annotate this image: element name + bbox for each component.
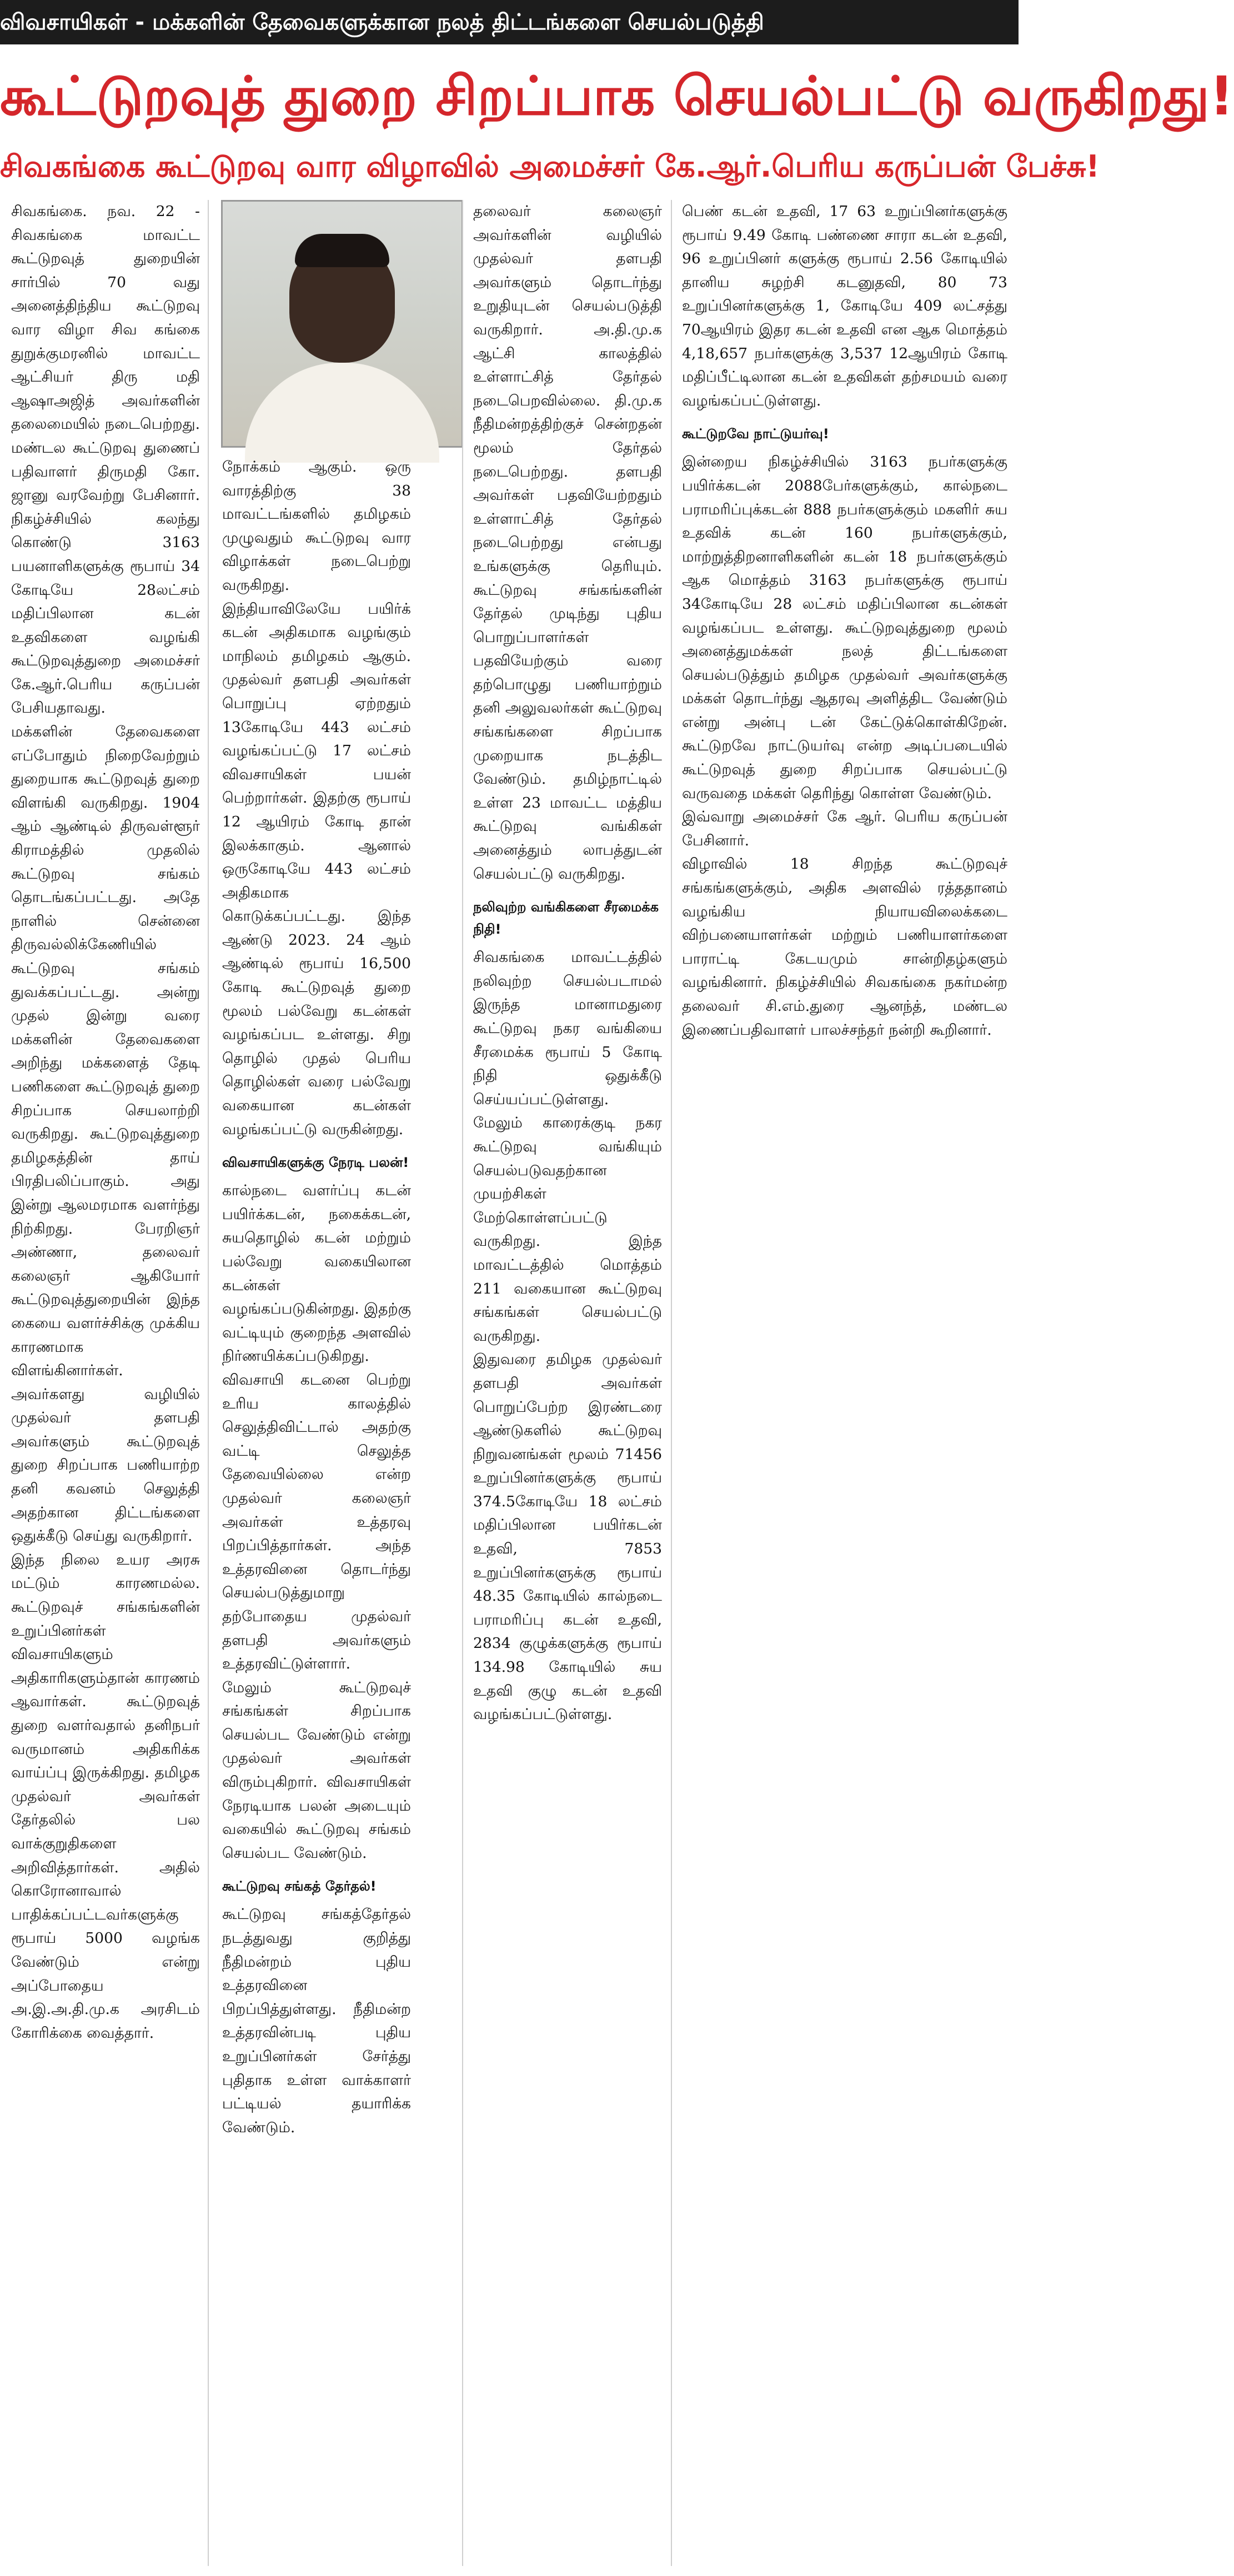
paragraph: கால்நடை வளர்ப்பு கடன் பயிர்க்கடன், நகைக்கடன், சுயதொழில் கடன் மற்றும் பல்வேறு வகையிலான கடன்கள் வழங்கப்படுகின்றது. இதற்கு வட்டியும் குறைந்த அளவில் நிர்ணயிக்கப்படுகிறது. விவசாயி கடனை பெற்று உரிய காலத்தில் செலுத்திவிட்டால் அதற்கு வட்டி செலுத்த தேவையில்லை என்ற முதல்வர் கலைஞர் அவர்கள் உத்தரவு பிறப்பித்தார்கள். அந்த உத்தரவினை தொடர்ந்து செயல்படுத்துமாறு தற்போதைய முதல்வர் தளபதி அவர்களும் உத்தரவிட்டுள்ளார்.: [222, 1182, 411, 1673]
paragraph: இவ்வாறு அமைச்சர் கே ஆர். பெரிய கருப்பன் பேசினார்.: [682, 808, 1007, 849]
paragraph: மேலும் கூட்டுறவுச் சங்கங்கள் சிறப்பாக செயல்பட வேண்டும் என்று முதல்வர் அவர்கள் விரும்புகிறார். விவசாயிகள் நேரடியாக பலன் அடையும் வகையில் கூட்டுறவு சங்கம் செயல்பட வேண்டும்.: [222, 1678, 411, 1862]
paragraph: சிவகங்கை மாவட்டத்தில் நலிவுற்ற செயல்படாமல் இருந்த மானாமதுரை கூட்டுறவு நகர வங்கியை சீரமைக்க ரூபாய் 5 கோடி நிதி ஒதுக்கீடு செய்யப்பட்டுள்ளது. மேலும் காரைக்குடி நகர கூட்டுறவு வங்கியும் செயல்படுவதற்கான முயற்சிகள் மேற்கொள்ளப்பட்டு வருகிறது. இந்த மாவட்டத்தில் மொத்தம் 211 வகையான கூட்டுறவு சங்கங்கள் செயல்பட்டு வருகிறது.: [473, 949, 662, 1345]
column-divider: [671, 200, 672, 2566]
paragraph: இதுவரை தமிழக முதல்வர் தளபதி அவர்கள் பொறுப்பேற்ற இரண்டரை ஆண்டுகளில் கூட்டுறவு நிறுவனங்கள் மூலம் 71456 உறுப்பினர்களுக்கு ரூபாய் 374.5கோடியே 18 லட்சம் மதிப்பிலான பயிர்கடன் உதவி, 7853 உறுப்பினர்களுக்கு ரூபாய் 48.35 கோடியில் கால்நடை பராமரிப்பு கடன் உதவி, 2834 குழுக்களுக்கு ரூபாய் 134.98 கோடியில் சுய உதவி குழு கடன் உதவி வழங்கப்பட்டுள்ளது.: [473, 1351, 662, 1723]
paragraph: பெண் கடன் உதவி, 17 63 உறுப்பினர்களுக்கு ரூபாய் 9.49 கோடி பண்ணை சாரா கடன் உதவி, 96 உறுப்பினர் களுக்கு ரூபாய் 2.56 கோடியில் தானிய சுழற்சி கடனுதவி, 80 73 உறுப்பினர்களுக்கு 1, கோடியே 409 லட்சத்து 70ஆயிரம் இதர கடன் உதவி என ஆக மொத்தம் 4,18,657 நபர்களுக்கு 3,537 12ஆயிரம் கோடி மதிப்பீட்டிலான கடன் உதவிகள் தற்சமயம் வரை வழங்கப்பட்டுள்ளது.: [682, 203, 1007, 409]
paragraph: தலைவர் கலைஞர் அவர்களின் வழியில் முதல்வர் தளபதி அவர்களும் தொடர்ந்து உறுதியுடன் செயல்படுத்தி வருகிறார். அ.தி.மு.க ஆட்சி காலத்தில் உள்ளாட்சித் தேர்தல் நடைபெறவில்லை. தி.மு.க நீதிமன்றத்திற்குச் சென்றதன் மூலம் தேர்தல் நடைபெற்றது. தளபதி அவர்கள் பதவியேற்றதும் உள்ளாட்சித் தேர்தல் நடைபெற்றது என்பது உங்களுக்கு தெரியும். கூட்டுறவு சங்கங்களின் தேர்தல் முடிந்து புதிய பொறுப்பாளர்கள் பதவியேற்கும் வரை தற்பொழுது பணியாற்றும் தனி அலுவலர்கள் கூட்டுறவு சங்கங்களை சிறப்பாக முறையாக நடத்திட வேண்டும். தமிழ்நாட்டில் உள்ள 23 மாவட்ட மத்திய கூட்டுறவு வங்கிகள் அனைத்தும் லாபத்துடன் செயல்பட்டு வருகிறது.: [473, 203, 662, 883]
article-column-1: [11, 200, 200, 2566]
column-divider: [462, 200, 463, 2566]
photo-shirt: [245, 363, 439, 463]
paragraph: இன்றைய நிகழ்ச்சியில் 3163 நபர்களுக்கு பயிர்க்கடன் 2088பேர்களுக்கும், கால்நடை பராமரிப்புக்கடன் 888 நபர்களுக்கும் மகளிர் சுய உதவிக் கடன் 160 நபர்களுக்கும், மாற்றுத்திறனாளிகளின் கடன் 18 நபர்களுக்கும் ஆக மொத்தம் 3163 நபர்களுக்கு ரூபாய் 34கோடியே 28 லட்சம் மதிப்பிலான கடன்கள் வழங்கப்பட உள்ளது. கூட்டுறவுத்துறை மூலம் அனைத்துமக்கள் நலத் திட்டங்களை செயல்படுத்தும் தமிழக முதல்வர் அவர்களுக்கு மக்கள் தொடர்ந்து ஆதரவு அளித்திட வேண்டும் என்று அன்பு டன் கேட்டுக்கொள்கிறேன். கூட்டுறவே நாட்டுயர்வு என்ற அடிப்படையில் கூட்டுறவுத் துறை சிறப்பாக செயல்பட்டு வருவதை மக்கள் தெரிந்து கொள்ள வேண்டும்.: [682, 453, 1007, 802]
section-heading: நலிவுற்ற வங்கிகளை சீரமைக்க நிதி!: [473, 899, 659, 938]
banner-text: விவசாயிகள் - மக்களின் தேவைகளுக்கான நலத் திட்டங்களை செயல்படுத்தி: [0, 9, 764, 35]
column-divider: [208, 200, 209, 2566]
subheadline: சிவகங்கை கூட்டுறவு வார விழாவில் அமைச்சர் கே.ஆர்.பெரிய கருப்பன் பேச்சு!: [0, 149, 1100, 184]
headline: கூட்டுறவுத் துறை சிறப்பாக செயல்பட்டு வருகிறது!: [0, 65, 1234, 127]
paragraph: மக்களின் தேவைகளை எப்போதும் நிறைவேற்றும் துறையாக கூட்டுறவுத் துறை விளங்கி வருகிறது. 1904 ஆம் ஆண்டில் திருவள்ளூர் கிராமத்தில் முதலில் கூட்டுறவு சங்கம் தொடங்கப்பட்டது. அதே நாளில் சென்னை திருவல்லிக்கேணியில் கூட்டுறவு சங்கம் துவக்கப்பட்டது. அன்று முதல் இன்று வரை மக்களின் தேவைகளை அறிந்து மக்களைத் தேடி பணிகளை கூட்டுறவுத் துறை சிறப்பாக செயலாற்றி வருகிறது. கூட்டுறவுத்துறை தமிழகத்தின் தாய் பிரதிபலிப்பாகும். அது இன்று ஆலமரமாக வளர்ந்து நிற்கிறது. பேரறிஞர் அண்ணா, தலைவர் கலைஞர் ஆகியோர் கூட்டுறவுத்துறையின் இந்த கையை வளர்ச்சிக்கு முக்கிய காரணமாக விளங்கினார்கள். அவர்களது வழியில் முதல்வர் தளபதி அவர்களும் கூட்டுறவுத் துறை சிறப்பாக பணியாற்ற தனி கவனம் செலுத்தி அதற்கான திட்டங்களை ஒதுக்கீடு செய்து வருகிறார்.: [11, 723, 200, 1545]
paragraph: சிவகங்கை. நவ. 22 - சிவகங்கை மாவட்ட கூட்டுறவுத் துறையின் சார்பில் 70 வது அனைத்திந்திய கூட்டுறவு வார விழா சிவ கங்கை துறுக்குமரனில் மாவட்ட ஆட்சியர் திரு மதி ஆஷாஅஜித் அவர்களின் தலைமையில் நடைபெற்றது. மண்டல கூட்டுறவு துணைப் பதிவாளர் திருமதி கோ. ஜானு வரவேற்று பேசினார். நிகழ்ச்சியில் கலந்து கொண்டு 3163 பயனாளிகளுக்கு ரூபாய் 34 கோடியே 28லட்சம் மதிப்பிலான கடன் உதவிகளை வழங்கி கூட்டுறவுத்துறை அமைச்சர் கே.ஆர்.பெரிய கருப்பன் பேசியதாவது.: [11, 203, 200, 717]
article-column-4: [682, 200, 1007, 2566]
paragraph: நோக்கம் ஆகும். ஒரு வாரத்திற்கு 38 மாவட்டங்களில் தமிழகம் முழுவதும் கூட்டுறவு வார விழாக்கள் நடைபெற்று வருகிறது. இந்தியாவிலேயே பயிர்க் கடன் அதிகமாக வழங்கும் மாநிலம் தமிழகம் ஆகும். முதல்வர் தளபதி அவர்கள் பொறுப்பு ஏற்றதும் 13கோடியே 443 லட்சம் வழங்கப்பட்டு 17 லட்சம் விவசாயிகள் பயன் பெற்றார்கள். இதற்கு ரூபாய் 12 ஆயிரம் கோடி தான் இலக்காகும். ஆனால் ஒருகோடியே 443 லட்சம் அதிகமாக கொடுக்கப்பட்டது. இந்த ஆண்டு 2023. 24 ஆம் ஆண்டில் ரூபாய் 16,500 கோடி கூட்டுறவுத் துறை மூலம் பல்வேறு கடன்கள் வழங்கப்பட உள்ளது. சிறு தொழில் முதல் பெரிய தொழில்கள் வரை பல்வேறு வகையான கடன்கள் வழங்கப்பட்டு வருகின்றது.: [222, 458, 411, 1138]
section-heading: விவசாயிகளுக்கு நேரடி பலன்!: [222, 1155, 409, 1171]
article-column-2: [222, 455, 411, 2566]
article-column-3: [473, 200, 662, 2566]
section-heading: கூட்டுறவே நாட்டுயர்வு!: [682, 426, 829, 442]
photo-hair: [295, 234, 389, 267]
banner-bar: [0, 0, 1019, 44]
paragraph: இந்த நிலை உயர அரசு மட்டும் காரணமல்ல. கூட்டுறவுச் சங்கங்களின் உறுப்பினர்கள் விவசாயிகளும் அதிகாரிகளும்தான் காரணம் ஆவார்கள். கூட்டுறவுத் துறை வளர்வதால் தனிநபர் வருமானம் அதிகரிக்க வாய்ப்பு இருக்கிறது. தமிழக முதல்வர் அவர்கள் தேர்தலில் பல வாக்குறுதிகளை அறிவித்தார்கள். அதில் கொரோனாவால் பாதிக்கப்பட்டவர்களுக்கு ரூபாய் 5000 வழங்க வேண்டும் என்று அப்போதைய அ.இ.அ.தி.மு.க அரசிடம் கோரிக்கை வைத்தார்.: [11, 1551, 200, 2042]
paragraph: கூட்டுறவு சங்கத்தேர்தல் நடத்துவது குறித்து நீதிமன்றம் புதிய உத்தரவினை பிறப்பித்துள்ளது. நீதிமன்ற உத்தரவின்படி புதிய உறுப்பினர்கள் சேர்த்து புதிதாக உள்ள வாக்காளர் பட்டியல் தயாரிக்க வேண்டும்.: [222, 1906, 411, 2136]
minister-photo: [221, 200, 463, 448]
section-heading: கூட்டுறவு சங்கத் தேர்தல்!: [222, 1878, 377, 1895]
paragraph: விழாவில் 18 சிறந்த கூட்டுறவுச் சங்கங்களுக்கும், அதிக அளவில் ரத்ததானம் வழங்கிய நியாயவிலைக்கடை விற்பனையாளர்கள் மற்றும் பணியாளர்களை பாராட்டி கேடயமும் சான்றிதழ்களும் வழங்கினார். நிகழ்ச்சியில் சிவகங்கை நகர்மன்ற தலைவர் சி.எம்.துரை ஆனந்த், மண்டல இணைப்பதிவாளர் பாலச்சந்தர் நன்றி கூறினார்.: [682, 855, 1007, 1039]
